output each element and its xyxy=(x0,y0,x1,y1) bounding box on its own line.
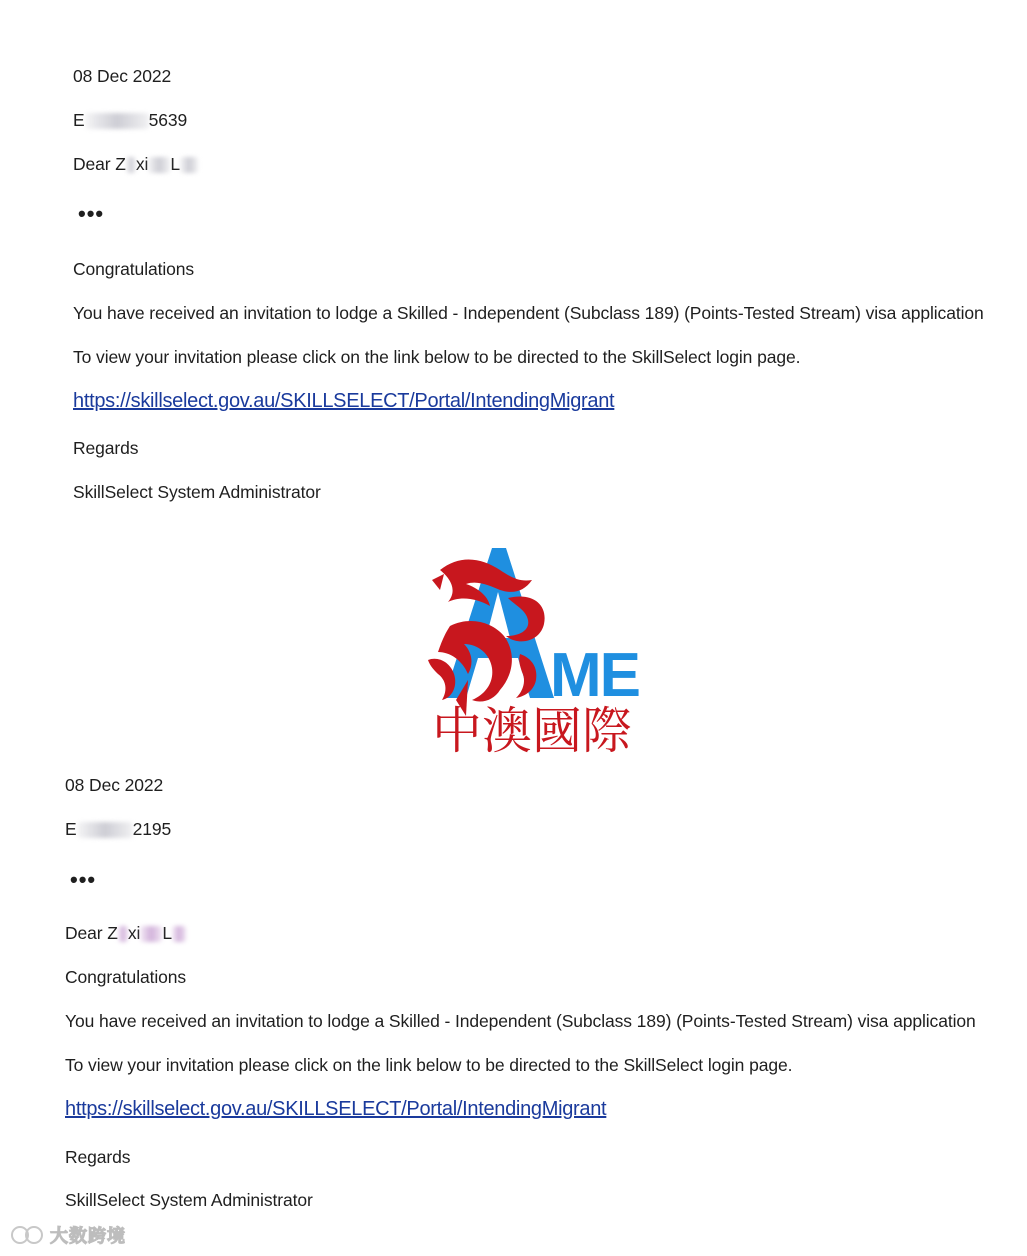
redaction-blur xyxy=(77,822,133,838)
email-2-signature: SkillSelect System Administrator xyxy=(65,1190,313,1210)
redaction-blur xyxy=(180,157,198,173)
email-1-body-2: To view your invitation please click on the link below to be directed to the SkillSelect login page. xyxy=(73,347,801,367)
watermark-logo-icon xyxy=(10,1224,46,1246)
email-2-collapsed-ellipsis[interactable]: ••• xyxy=(70,867,97,892)
redaction-blur xyxy=(172,926,186,942)
email-1-reference xyxy=(73,109,187,131)
watermark xyxy=(10,1222,126,1248)
reference-prefix: E xyxy=(65,819,77,839)
email-1-regards: Regards xyxy=(73,438,139,458)
email-1-skillselect-link[interactable]: https://skillselect.gov.au/SKILLSELECT/Portal/IntendingMigrant xyxy=(73,390,615,412)
email-1-salutation: Dear Z xi L xyxy=(73,153,198,175)
reference-prefix: E xyxy=(73,110,85,130)
email-2-heading: Congratulations xyxy=(65,967,187,987)
email-2-body-2: To view your invitation please click on the link below to be directed to the SkillSelect login page. xyxy=(65,1055,793,1075)
redaction-blur xyxy=(118,926,128,942)
watermark-text: 大数跨境 xyxy=(50,1226,126,1246)
email-1-date: 08 Dec 2022 xyxy=(73,66,172,86)
ame-logo xyxy=(420,540,670,760)
email-1-collapsed-ellipsis[interactable]: ••• xyxy=(78,201,105,226)
logo-chinese-name: 中澳國際 xyxy=(432,702,632,760)
email-2-reference xyxy=(65,818,171,840)
logo-letters: ME xyxy=(550,641,639,710)
dragon-icon xyxy=(428,559,545,716)
email-2-salutation: Dear Z xi L xyxy=(65,922,186,944)
redaction-blur xyxy=(126,157,136,173)
redaction-blur xyxy=(148,157,170,173)
dragon-a-logo-icon xyxy=(420,540,670,760)
email-2-regards: Regards xyxy=(65,1147,131,1167)
email-1-body-1: You have received an invitation to lodge a Skilled - Independent (Subclass 189) (Points-Tested Stream) visa application xyxy=(73,303,984,323)
email-2-date: 08 Dec 2022 xyxy=(65,775,164,795)
redaction-blur xyxy=(140,926,162,942)
email-2-body-1: You have received an invitation to lodge a Skilled - Independent (Subclass 189) (Points-Tested Stream) visa application xyxy=(65,1011,976,1031)
reference-suffix: 5639 xyxy=(148,110,188,130)
email-1-signature: SkillSelect System Administrator xyxy=(73,482,321,502)
redaction-blur xyxy=(85,113,149,129)
email-2-skillselect-link[interactable]: https://skillselect.gov.au/SKILLSELECT/Portal/IntendingMigrant xyxy=(65,1098,607,1120)
reference-suffix: 2195 xyxy=(132,819,172,839)
email-1-heading: Congratulations xyxy=(73,259,195,279)
